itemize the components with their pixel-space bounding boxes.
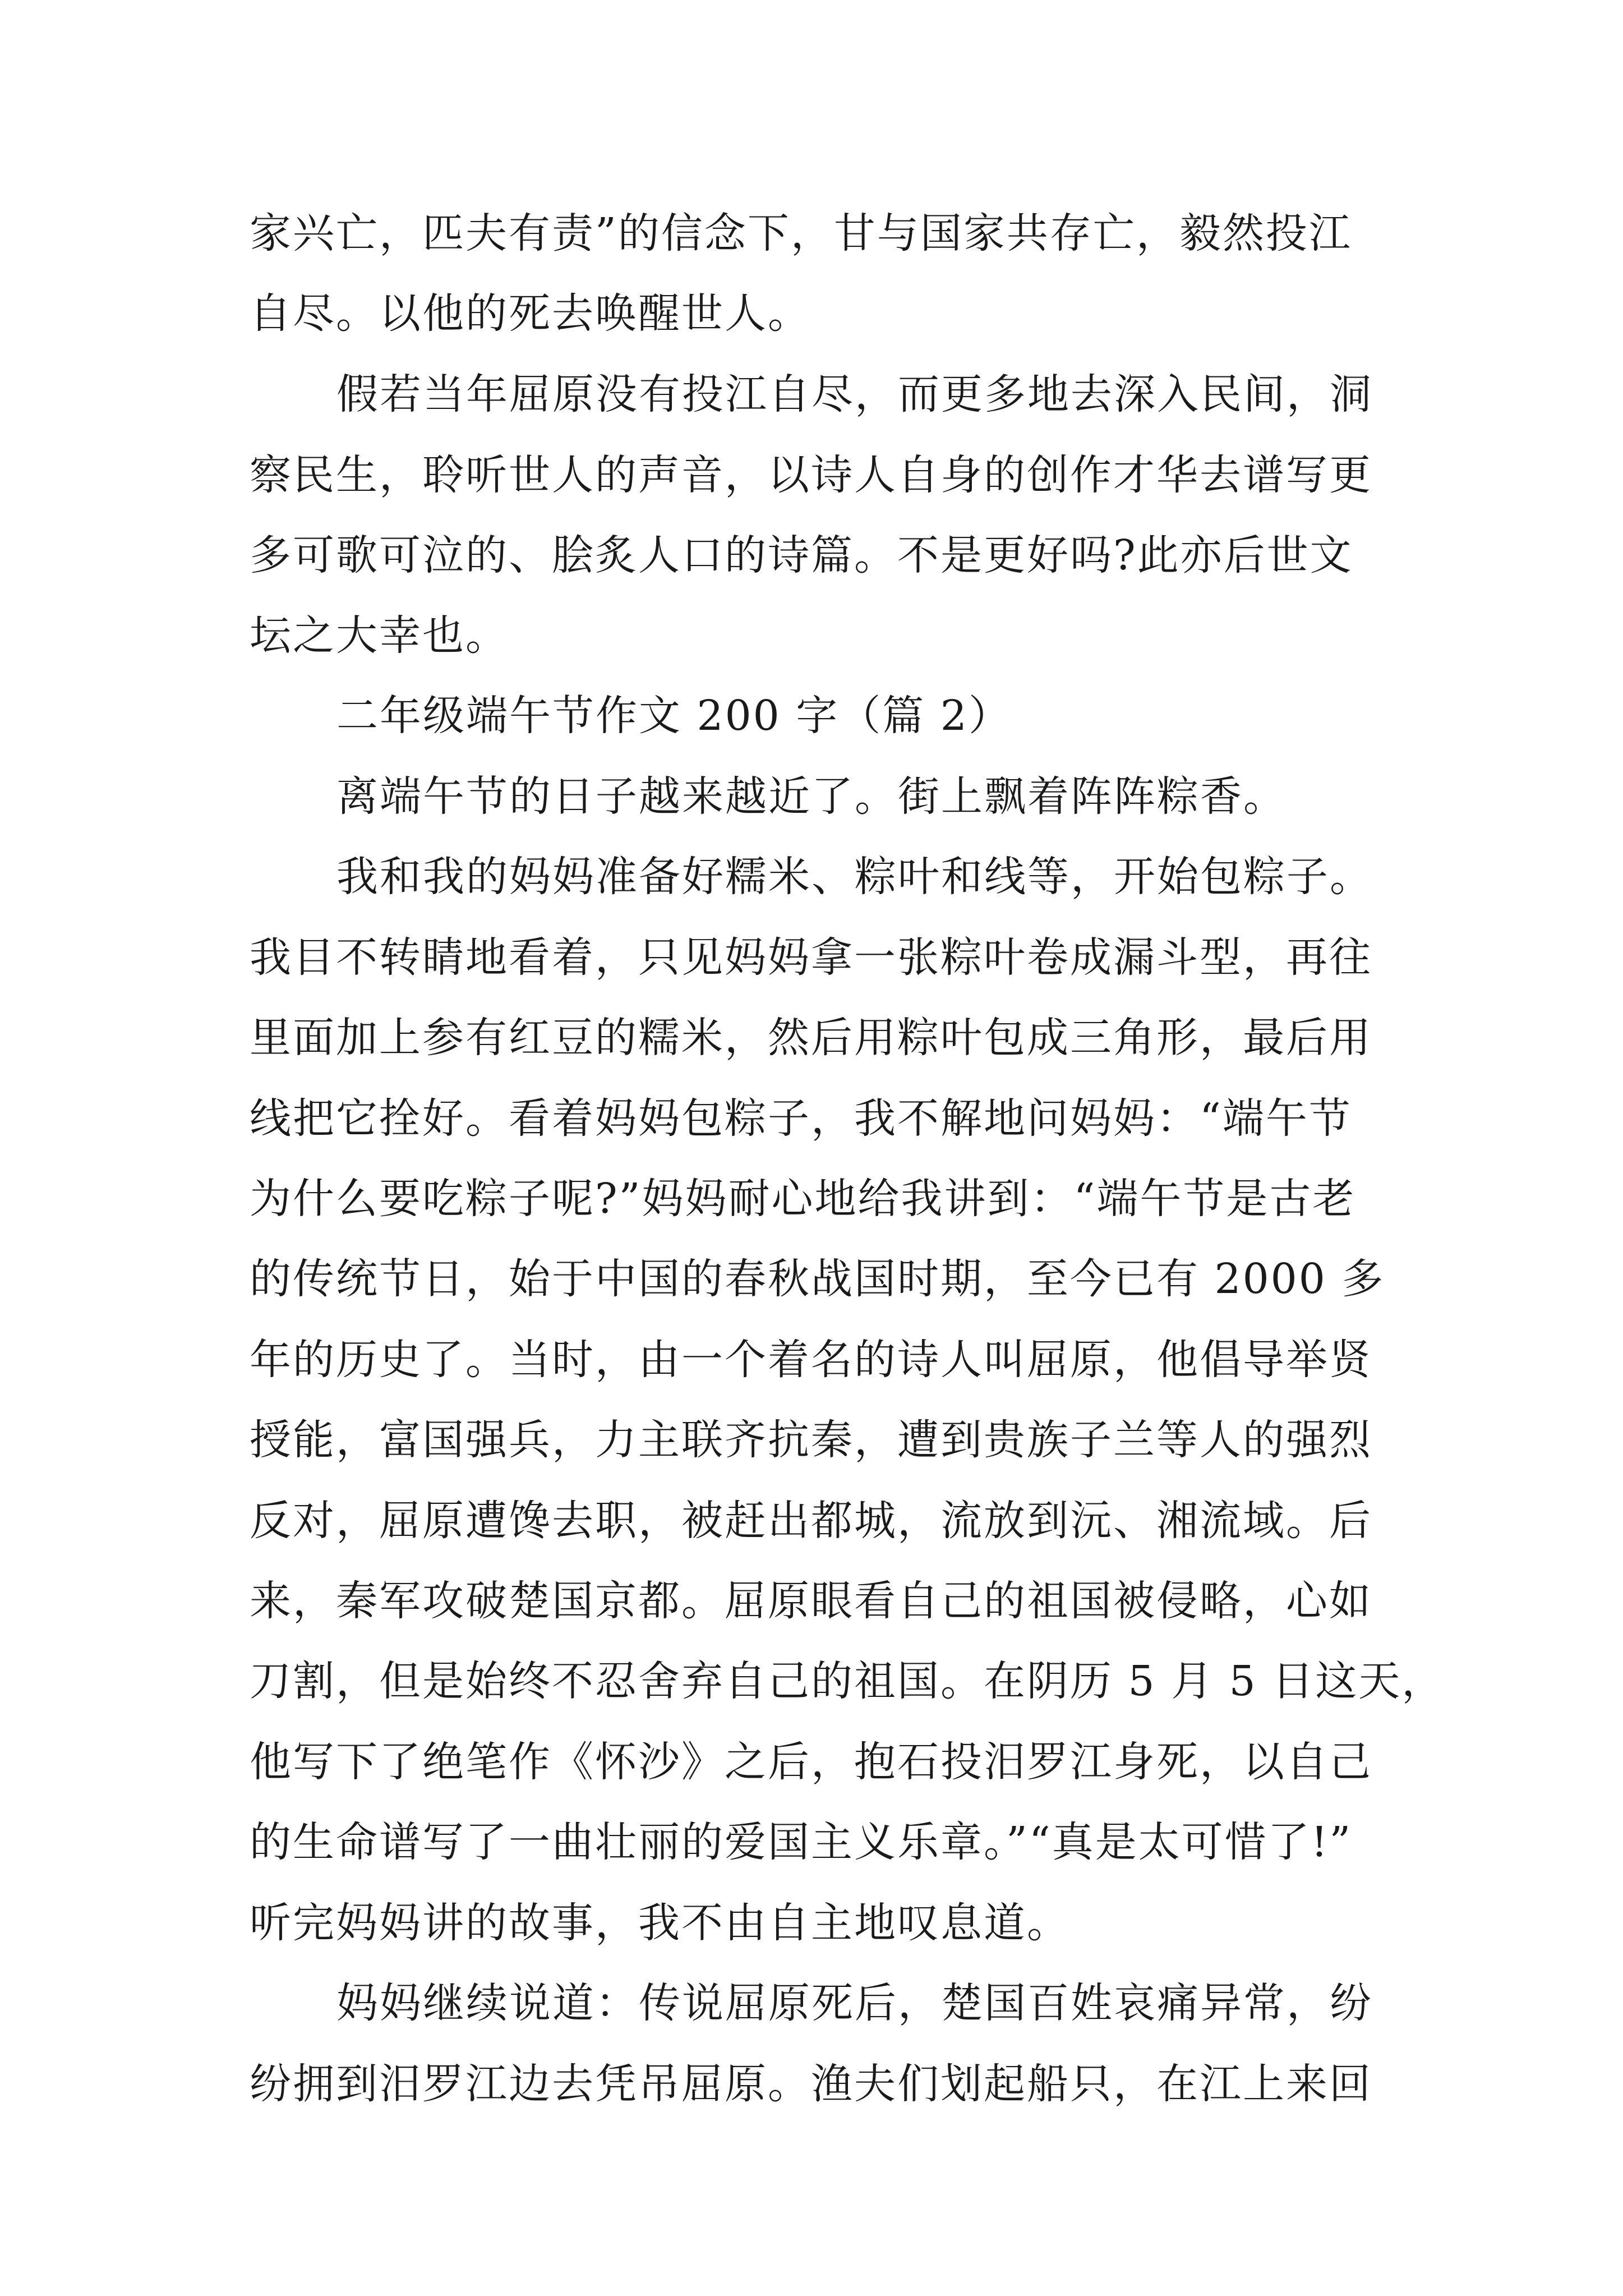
- text-line: 我和我的妈妈准备好糯米、粽叶和线等，开始包粽子。: [336, 853, 1373, 901]
- text-line: 察民生，聆听世人的声音，以诗人自身的创作才华去谱写更: [250, 451, 1372, 499]
- text-line: 多可歌可泣的、脍炙人口的诗篇。不是更好吗?此亦后世文: [250, 531, 1353, 579]
- text-line: 离端午节的日子越来越近了。街上飘着阵阵粽香。: [336, 772, 1287, 821]
- text-line: 纷拥到汨罗江边去凭吊屈原。渔夫们划起船只，在江上来回: [250, 2060, 1372, 2108]
- text-line: 家兴亡，匹夫有责”的信念下，甘与国家共存亡，毅然投江: [250, 209, 1352, 257]
- text-line: 他写下了绝笔作《怀沙》之后，抱石投汨罗江身死，以自己: [250, 1738, 1372, 1786]
- text-line: 刀割，但是始终不忍舍弃自己的祖国。在阴历 5 月 5 日这天，: [250, 1657, 1445, 1705]
- text-line: 我目不转睛地看着，只见妈妈拿一张粽叶卷成漏斗型，再往: [250, 933, 1372, 982]
- text-line: 年的历史了。当时，由一个着名的诗人叫屈原，他倡导举贤: [250, 1336, 1372, 1384]
- text-line: 坛之大幸也。: [250, 611, 509, 660]
- text-line: 为什么要吃粽子呢?”妈妈耐心地给我讲到：“端午节是古老: [250, 1175, 1356, 1223]
- section-heading: 二年级端午节作文 200 字（篇 2）: [336, 692, 1012, 740]
- text-line: 来，秦军攻破楚国京都。屈原眼看自己的祖国被侵略，心如: [250, 1577, 1372, 1625]
- text-line: 假若当年屈原没有投江自尽，而更多地去深入民间，洞: [336, 370, 1373, 418]
- text-line: 里面加上参有红豆的糯米，然后用粽叶包成三角形，最后用: [250, 1014, 1372, 1062]
- text-line: 授能，富国强兵，力主联齐抗秦，遭到贵族子兰等人的强烈: [250, 1416, 1372, 1464]
- text-line: 自尽。以他的死去唤醒世人。: [250, 289, 811, 338]
- text-line: 听完妈妈讲的故事，我不由自主地叹息道。: [250, 1899, 1070, 1947]
- text-line: 线把它拴好。看着妈妈包粽子，我不解地问妈妈：“端午节: [250, 1094, 1352, 1143]
- text-line: 的生命谱写了一曲壮丽的爱国主义乐章。”“真是太可惜了!”: [250, 1818, 1353, 1866]
- text-line: 的传统节日，始于中国的春秋战国时期，至今已有 2000 多: [250, 1255, 1385, 1303]
- text-line: 妈妈继续说道：传说屈原死后，楚国百姓哀痛异常，纷: [336, 1979, 1373, 2027]
- text-line: 反对，屈原遭馋去职，被赶出都城，流放到沅、湘流域。后: [250, 1497, 1372, 1545]
